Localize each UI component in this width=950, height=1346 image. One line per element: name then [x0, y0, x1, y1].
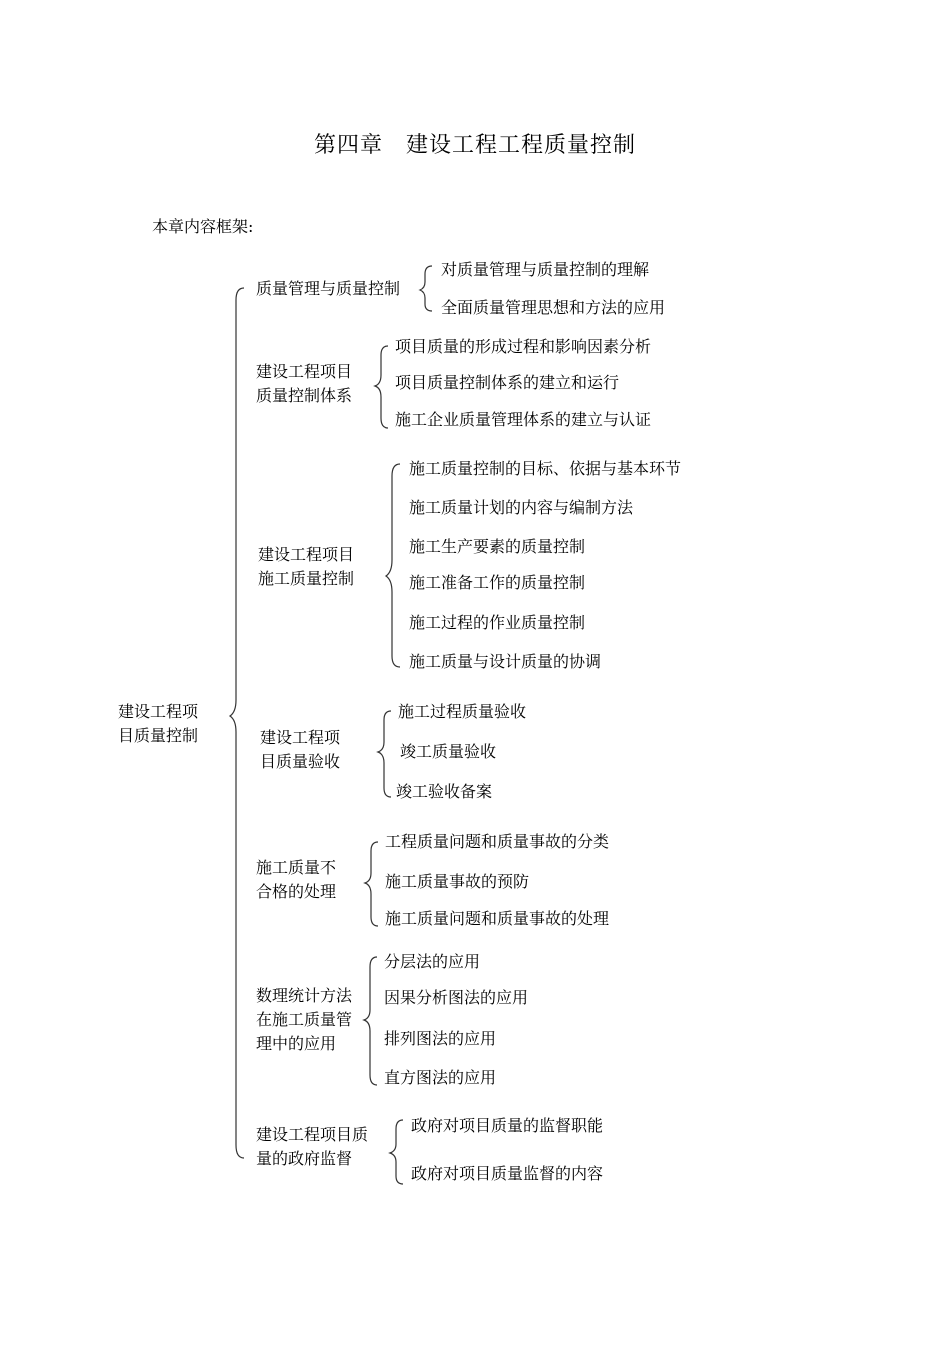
- group-label-line: 建设工程项目: [258, 545, 355, 564]
- group-3-item: 施工准备工作的质量控制: [409, 573, 586, 592]
- group-3-item: 施工生产要素的质量控制: [409, 537, 586, 556]
- root-label-line: 建设工程项: [118, 702, 199, 721]
- group-3-item: 施工质量与设计质量的协调: [409, 652, 602, 671]
- group-5-item: 施工质量事故的预防: [385, 872, 530, 891]
- root-label-line: 目质量控制: [118, 726, 199, 745]
- group-brace-5: [365, 842, 378, 926]
- group-3-item: 施工质量计划的内容与编制方法: [409, 498, 634, 517]
- group-7-item: 政府对项目质量监督的内容: [411, 1164, 604, 1183]
- group-label-line: 建设工程项目质: [256, 1125, 369, 1144]
- group-label-line: 建设工程项目: [256, 362, 353, 381]
- group-brace-7: [390, 1120, 403, 1184]
- group-4-item: 竣工质量验收: [400, 742, 497, 761]
- group-label-line: 施工质量不: [256, 858, 337, 877]
- group-3-item: 施工过程的作业质量控制: [409, 613, 586, 632]
- group-5-item: 工程质量问题和质量事故的分类: [385, 832, 610, 851]
- group-label-7: [256, 1123, 368, 1171]
- group-label-line: 数理统计方法: [256, 986, 353, 1005]
- group-2-item: 项目质量控制体系的建立和运行: [395, 373, 620, 392]
- group-4-item: 竣工验收备案: [396, 782, 493, 801]
- group-brace-3: [386, 464, 400, 667]
- group-6-item: 排列图法的应用: [384, 1029, 497, 1048]
- group-4-item: 施工过程质量验收: [398, 702, 527, 721]
- group-brace-4: [378, 711, 391, 797]
- group-brace-2: [375, 346, 388, 428]
- group-6-item: 因果分析图法的应用: [384, 988, 529, 1007]
- group-label-4: [260, 726, 340, 774]
- main-brace: [230, 288, 244, 1158]
- group-2-item: 项目质量的形成过程和影响因素分析: [395, 337, 652, 356]
- group-label-5: [256, 856, 336, 904]
- group-label-line: 合格的处理: [256, 882, 337, 901]
- group-label-line: 建设工程项: [260, 728, 341, 747]
- group-label-line: 质量控制体系: [256, 386, 353, 405]
- section-intro: 本章内容框架:: [152, 217, 254, 236]
- group-brace-6: [364, 957, 377, 1085]
- root-label: [118, 700, 198, 748]
- group-brace-1: [420, 266, 432, 311]
- group-label-line: 质量管理与质量控制: [256, 279, 401, 298]
- group-3-item: 施工质量控制的目标、依据与基本环节: [409, 459, 682, 478]
- group-2-item: 施工企业质量管理体系的建立与认证: [395, 410, 652, 429]
- group-label-line: 理中的应用: [256, 1034, 337, 1053]
- group-label-6: [256, 984, 352, 1056]
- page-title: 第四章 建设工程工程质量控制: [313, 133, 636, 158]
- group-6-item: 直方图法的应用: [384, 1068, 497, 1087]
- group-label-line: 目质量验收: [260, 752, 341, 771]
- group-label-1: [256, 277, 400, 301]
- group-label-line: 在施工质量管: [256, 1010, 353, 1029]
- group-1-item: 对质量管理与质量控制的理解: [441, 260, 650, 279]
- group-label-2: [256, 360, 352, 408]
- group-label-line: 施工质量控制: [258, 569, 355, 588]
- group-label-line: 量的政府监督: [256, 1149, 353, 1168]
- group-5-item: 施工质量问题和质量事故的处理: [385, 909, 610, 928]
- group-7-item: 政府对项目质量的监督职能: [411, 1116, 604, 1135]
- group-1-item: 全面质量管理思想和方法的应用: [441, 298, 666, 317]
- group-label-3: [258, 543, 354, 591]
- group-6-item: 分层法的应用: [384, 952, 481, 971]
